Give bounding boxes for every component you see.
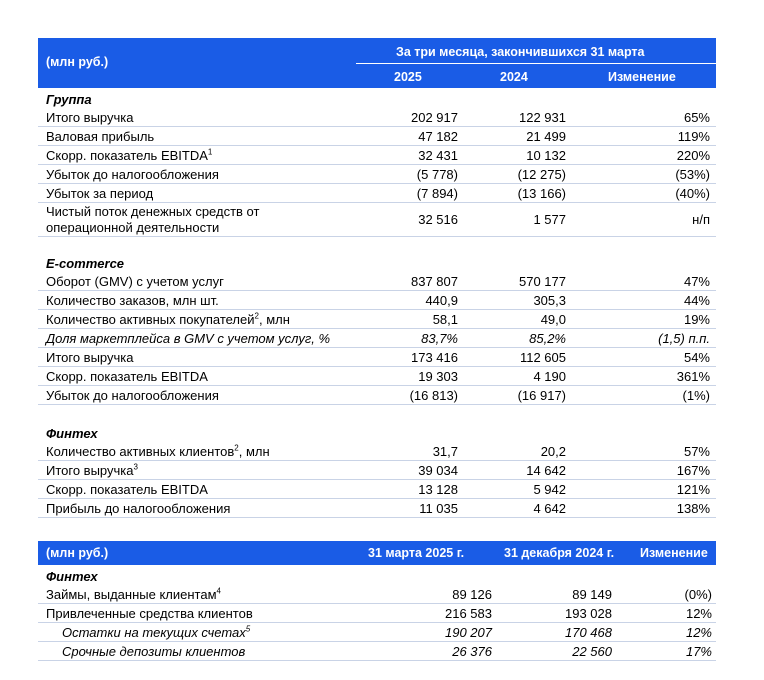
footnote-marker: 3	[133, 462, 138, 472]
table-row: Чистый поток денежных средств от операционной деятельности 32 516 1 577 н/п	[38, 203, 716, 237]
table-row: Итого выручка$^3$ 39 034 14 642 167%	[38, 461, 716, 480]
header-divider	[356, 63, 716, 64]
table2-col-dec-2024: 31 декабря 2024 г.	[504, 546, 615, 560]
footnote-marker: 1	[207, 147, 213, 157]
table-row: Валовая прибыль 47 182 21 499 119%	[38, 127, 716, 146]
footnote-marker: 2	[254, 311, 259, 321]
table-row: Убыток до налогообложения (5 778) (12 275) (53%)	[38, 165, 716, 184]
table-row: Доля маркетплейса в GMV с учетом услуг, % 83,7% 85,2% (1,5) п.п.	[38, 329, 716, 348]
table-row: Прибыль до налогообложения 11 035 4 642 138%	[38, 499, 716, 518]
table1-col-change: Изменение	[608, 70, 676, 84]
table-row: Убыток за период (7 894) (13 166) (40%)	[38, 184, 716, 203]
table2-units: (млн руб.)	[46, 546, 109, 560]
table-row: Срочные депозиты клиентов 26 376 22 560 17%	[38, 642, 716, 661]
table-row: Количество активных клиентов$^2$, млн 31,7 20,2 57%	[38, 442, 716, 461]
table-row: Итого выручка 202 917 122 931 65%	[38, 108, 716, 127]
table1-period: За три месяца, закончившихся 31 марта	[396, 45, 645, 59]
footnote-marker: 4	[216, 586, 221, 596]
table-row: Привлеченные средства клиентов 216 583 193 028 12%	[38, 604, 716, 623]
table-row: Итого выручка 173 416 112 605 54%	[38, 348, 716, 367]
section-title-fintech-balance: Финтех	[46, 569, 98, 584]
table-row: Скорр. показатель EBITDA 19 303 4 190 361%	[38, 367, 716, 386]
table1-header	[38, 38, 716, 88]
table2-header	[38, 541, 716, 565]
table-row: Количество заказов, млн шт. 440,9 305,3 44%	[38, 291, 716, 310]
section-title-ecommerce: E-commerce	[46, 256, 125, 271]
table1-col-2024: 2024	[500, 70, 528, 84]
table2-col-mar-2025: 31 марта 2025 г.	[368, 546, 465, 560]
table-row: Количество активных покупателей$^2$, млн 58,1 49,0 19%	[38, 310, 716, 329]
table-row: Скорр. показатель EBITDA$^1$ 32 431 10 132 220%	[38, 146, 716, 165]
footnote-marker: 2	[234, 443, 239, 453]
table2-col-change: Изменение	[640, 546, 708, 560]
table1-col-2025: 2025	[394, 70, 422, 84]
section-title-fintech: Финтех	[46, 426, 98, 441]
table-row: Оборот (GMV) с учетом услуг 837 807 570 177 47%	[38, 272, 716, 291]
table-row: Убыток до налогообложения (16 813) (16 917) (1%)	[38, 386, 716, 405]
table1-units: (млн руб.)	[46, 55, 109, 69]
section-title-group: Группа	[46, 92, 92, 107]
table-row: Скорр. показатель EBITDA 13 128 5 942 121%	[38, 480, 716, 499]
table-row: Займы, выданные клиентам$^4$ 89 126 89 149 (0%)	[38, 585, 716, 604]
footnote-marker: 5	[245, 624, 251, 634]
table-row: Остатки на текущих счетах$^5$ 190 207 170 468 12%	[38, 623, 716, 642]
